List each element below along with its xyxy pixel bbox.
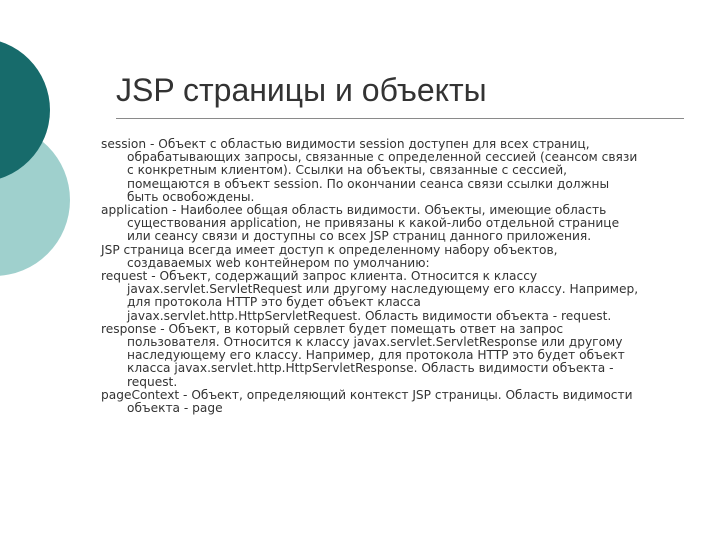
- title-divider: [116, 118, 684, 119]
- slide-title: JSP страницы и объекты: [116, 72, 487, 108]
- paragraph-request: request - Объект, содержащий запрос клиента. Относится к классу javax.servlet.ServletRequest или другому наследующему его классу. Например, для протокола HTTP это будет объект класса javax.servlet.http.HttpServletRequest. Область видимости объекта - request.: [101, 269, 639, 323]
- paragraph-application: application - Наиболее общая область видимости. Объекты, имеющие область существования application, не привязаны к какой-либо отдельной странице или сеансу связи и доступны со всех JSP страниц данного приложения.: [101, 203, 620, 244]
- slide-body: [101, 138, 641, 415]
- decorative-circles: [0, 0, 90, 300]
- paragraph-pagecontext: pageContext - Объект, определяющий контекст JSP страницы. Область видимости объекта - page: [101, 387, 633, 416]
- paragraph-session: session - Объект с областью видимости session доступен для всех страниц, обрабатывающих запросы, связанные с определенной сессией (сеансом связи с конкретным клиентом). Ссылки на объекты, связанные с сессией, помещаются в объект session. По окончании сеанса связи ссылки должны быть освобождены.: [101, 137, 638, 204]
- paragraph-response: response - Объект, в который сервлет будет помещать ответ на запрос пользователя. Относится к классу javax.servlet.ServletResponse или другому наследующему его классу. Например, для протокола HTTP это будет объект класса javax.servlet.http.HttpServletResponse. Область видимости объекта - request.: [101, 321, 625, 389]
- paragraph-jsp-objects-intro: JSP страница всегда имеет доступ к определенному набору объектов, создаваемых web контейнером по умолчанию:: [101, 242, 558, 270]
